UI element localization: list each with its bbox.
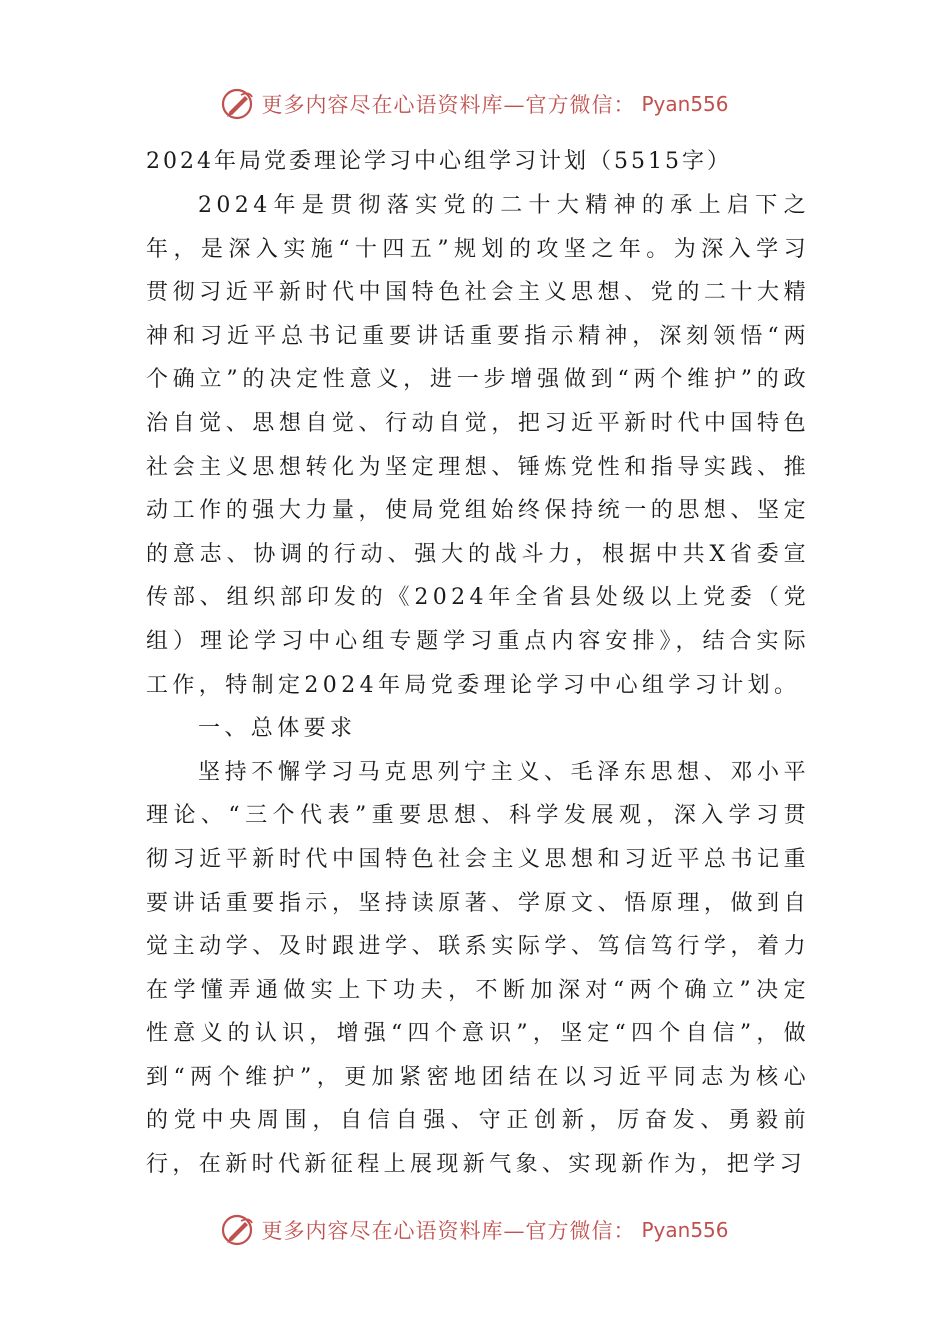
watermark-text: 更多内容尽在心语资料库—官方微信： bbox=[261, 93, 636, 117]
pen-circle-logo-icon bbox=[221, 1213, 255, 1247]
pen-circle-logo-icon bbox=[221, 87, 255, 121]
watermark-header bbox=[0, 84, 950, 124]
document-body bbox=[146, 140, 810, 1187]
section-paragraph: 坚持不懈学习马克思列宁主义、毛泽东思想、邓小平理论、“三个代表”重要思想、科学发展观，深入学习贯彻习近平新时代中国特色社会主义思想和习近平总书记重要讲话重要指示，坚持读原著、学原文、悟原理，做到自觉主动学、及时跟进学、联系实际学、笃信笃行学，着力在学懂弄通做实上下功夫，不断加深对“两个确立”决定性意义的认识，增强“四个意识”，坚定“四个自信”，做到“两个维护”，更加紧密地团结在以习近平同志为核心的党中央周围，自信自强、守正创新，厉奋发、勇毅前行，在新时代新征程上展现新气象、实现新作为，把学习 bbox=[146, 759, 810, 1178]
watermark-wechat-id: Pyan556 bbox=[641, 1218, 729, 1242]
intro-paragraph: 2024年是贯彻落实党的二十大精神的承上启下之年，是深入实施“十四五”规划的攻坚之年。为深入学习贯彻习近平新时代中国特色社会主义思想、党的二十大精神和习近平总书记重要讲话重要指示精神，深刻领悟“两个确立”的决定性意义，进一步增强做到“两个维护”的政治自觉、思想自觉、行动自觉，把习近平新时代中国特色社会主义思想转化为坚定理想、锤炼党性和指导实践、推动工作的强大力量，使局党组始终保持统一的思想、坚定的意志、协调的行动、强大的战斗力，根据中共X省委宣传部、组织部印发的《2024年全省县处级以上党委（党组）理论学习中心组专题学习重点内容安排》，结合实际工作，特制定2024年局党委理论学习中心组学习计划。 bbox=[146, 193, 810, 698]
section-heading: 一、总体要求 bbox=[198, 716, 357, 742]
watermark-footer bbox=[0, 1210, 950, 1250]
watermark-text: 更多内容尽在心语资料库—官方微信： bbox=[261, 1219, 636, 1243]
watermark-wechat-id: Pyan556 bbox=[641, 92, 729, 116]
document-title: 2024年局党委理论学习中心组学习计划（5515字） bbox=[146, 149, 732, 174]
